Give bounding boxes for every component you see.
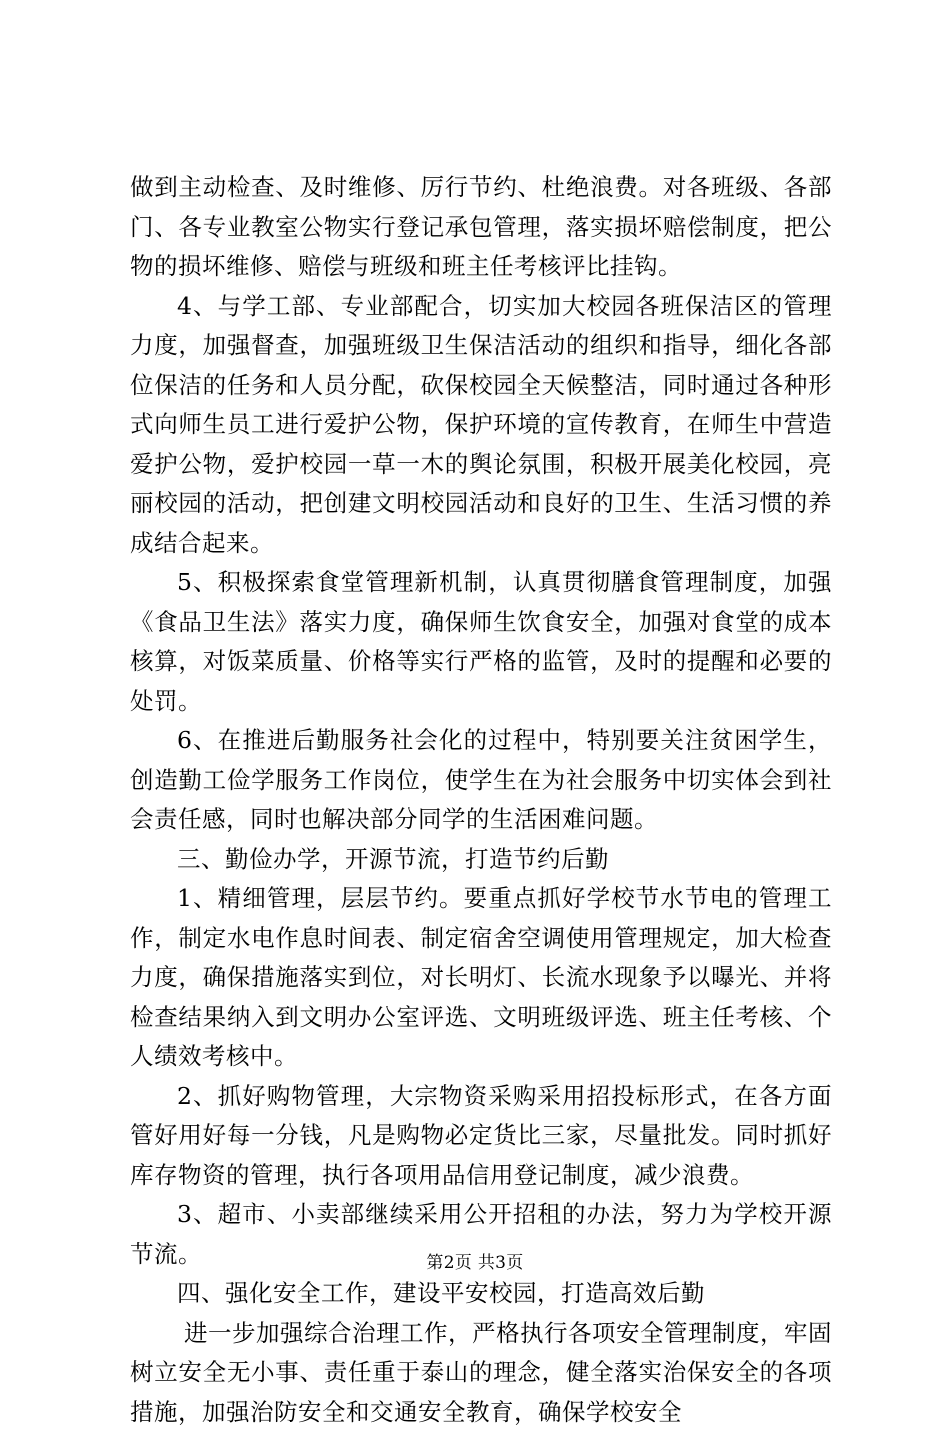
- paragraph: 5、积极探索食堂管理新机制，认真贯彻膳食管理制度，加强《食品卫生法》落实力度，确保师生饮食安全，加强对食堂的成本核算，对饭菜质量、价格等实行严格的监管，及时的提醒和必要的处罚。: [130, 563, 832, 721]
- paragraph: 进一步加强综合治理工作，严格执行各项安全管理制度，牢固树立安全无小事、责任重于泰山的理念，健全落实治保安全的各项措施，加强治防安全和交通安全教育，确保学校安全: [130, 1314, 832, 1432]
- paragraph: 3、超市、小卖部继续采用公开招租的办法，努力为学校开源节流。: [130, 1195, 832, 1274]
- paragraph: 4、与学工部、专业部配合，切实加大校园各班保洁区的管理力度，加强督查，加强班级卫生保洁活动的组织和指导，细化各部位保洁的任务和人员分配，砍保校园全天候整洁，同时通过各种形式向师生员工进行爱护公物，保护环境的宣传教育，在师生中营造爱护公物，爱护校园一草一木的舆论氛围，积极开展美化校园，亮丽校园的活动，把创建文明校园活动和良好的卫生、生活习惯的养成结合起来。: [130, 287, 832, 564]
- paragraph: 6、在推进后勤服务社会化的过程中，特别要关注贫困学生，创造勤工俭学服务工作岗位，使学生在为社会服务中切实体会到社会责任感，同时也解决部分同学的生活困难问题。: [130, 721, 832, 840]
- paragraph: 2、抓好购物管理，大宗物资采购采用招投标形式，在各方面管好用好每一分钱，凡是购物必定货比三家，尽量批发。同时抓好库存物资的管理，执行各项用品信用登记制度，减少浪费。: [130, 1077, 832, 1196]
- document-body: [130, 168, 832, 1432]
- section-heading: 三、勤俭办学，开源节流，打造节约后勤: [130, 840, 832, 880]
- paragraph: 1、精细管理，层层节约。要重点抓好学校节水节电的管理工作，制定水电作息时间表、制定宿舍空调使用管理规定，加大检查力度，确保措施落实到位，对长明灯、长流水现象予以曝光、并将检查结果纳入到文明办公室评选、文明班级评选、班主任考核、个人绩效考核中。: [130, 879, 832, 1077]
- paragraph: 做到主动检查、及时维修、厉行节约、杜绝浪费。对各班级、各部门、各专业教室公物实行登记承包管理，落实损坏赔偿制度，把公物的损坏维修、赔偿与班级和班主任考核评比挂钩。: [130, 168, 832, 287]
- page-footer: 第2页 共3页: [0, 1248, 950, 1273]
- section-heading: 四、强化安全工作，建设平安校园，打造高效后勤: [130, 1274, 832, 1314]
